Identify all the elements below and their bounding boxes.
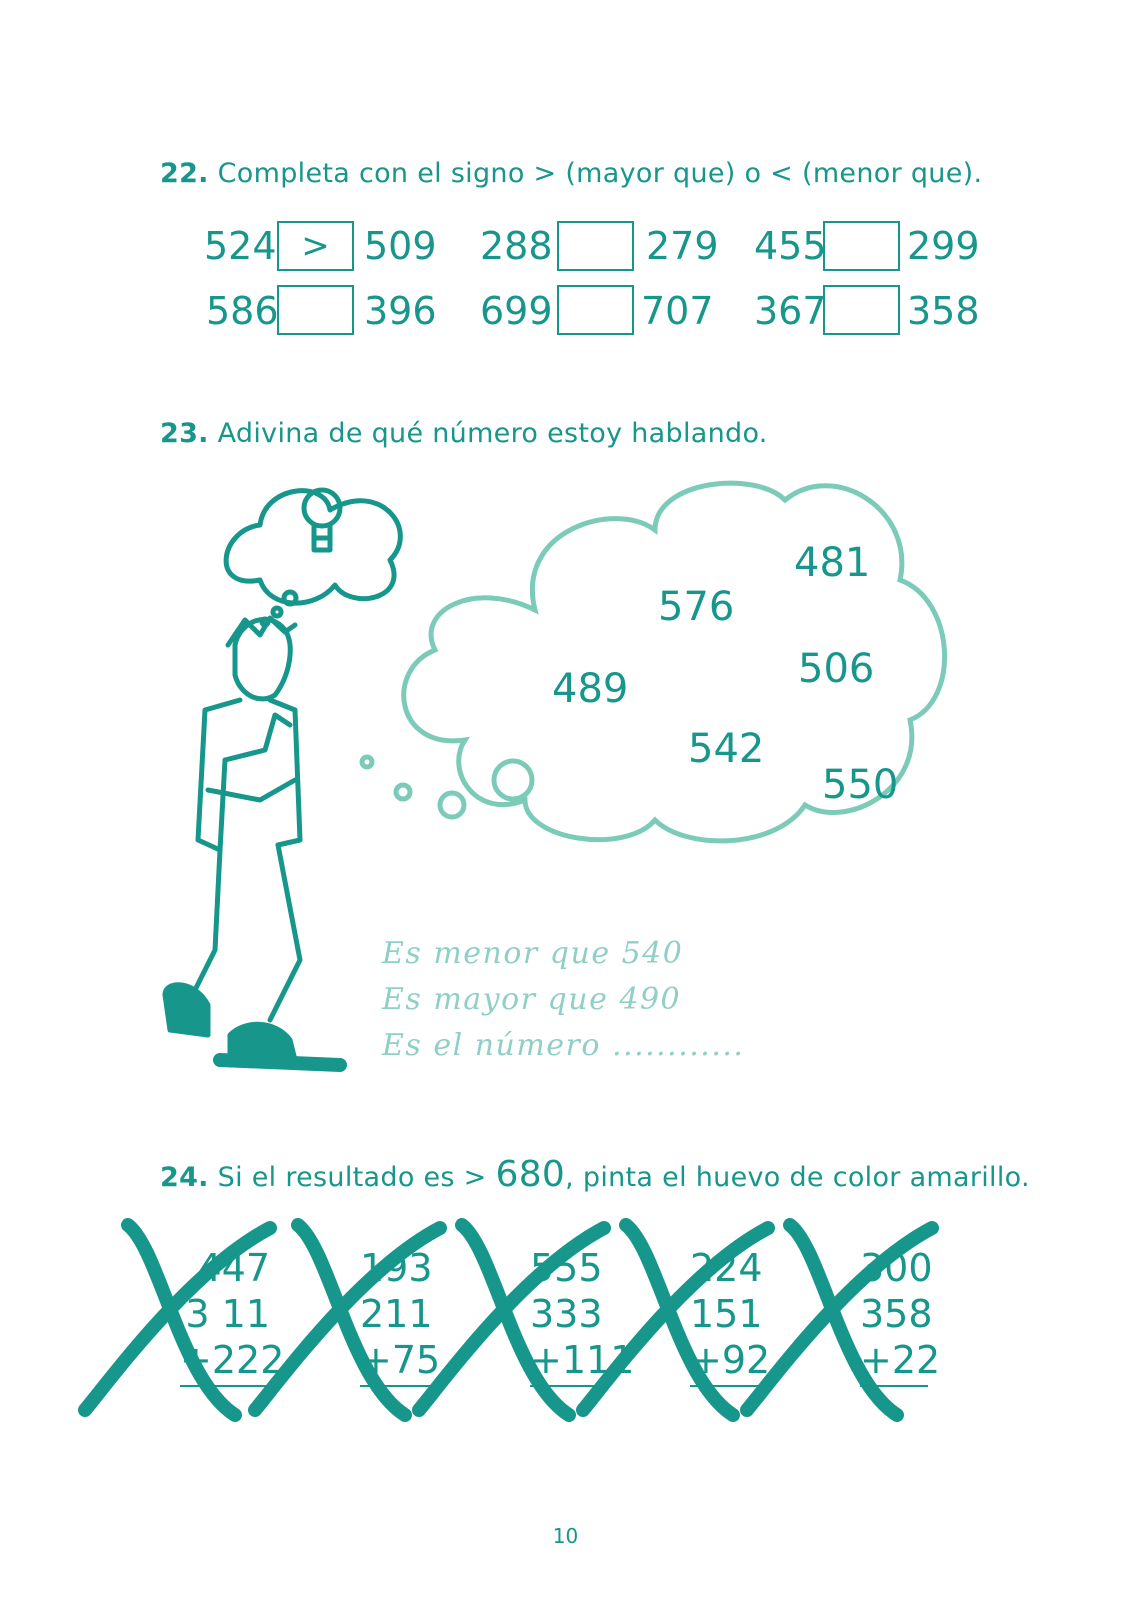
eggs-decoration: [70, 1210, 950, 1430]
sum-3-line-1: 555: [530, 1246, 603, 1290]
cloud-number-1: 481: [794, 540, 871, 586]
page-number: 10: [552, 1524, 579, 1548]
q24-text-after: , pinta el huevo de color amarillo.: [565, 1162, 1030, 1193]
q22-r1c3-a: 455: [754, 224, 827, 268]
q23-instruction: [160, 418, 768, 449]
clue-1: Es menor que 540: [382, 936, 684, 971]
q22-r1c3-sign-box[interactable]: [823, 221, 900, 271]
q24-instruction: [160, 1154, 1030, 1195]
q23-text: Adivina de qué número estoy hablando.: [217, 418, 768, 449]
sum-4-line-3: +92: [690, 1338, 771, 1382]
q22-r2c3-a: 367: [754, 289, 827, 333]
q22-r1c1-b: 509: [364, 224, 437, 268]
clue-2: Es mayor que 490: [382, 982, 682, 1017]
q22-r2c2-sign-box[interactable]: [557, 285, 634, 335]
sum-4-line-1: 224: [690, 1246, 763, 1290]
cloud-number-4: 489: [552, 666, 629, 712]
q23-number: 23.: [160, 418, 209, 449]
q22-r2c3-b: 358: [907, 289, 980, 333]
q22-r1c1-sign-box[interactable]: [277, 221, 354, 271]
q22-r1c2-a: 288: [480, 224, 553, 268]
q22-r1c1-a: 524: [204, 224, 277, 268]
q22-r2c2-a: 699: [480, 289, 553, 333]
q22-r2c2-b: 707: [641, 289, 714, 333]
q24-number: 24.: [160, 1162, 209, 1193]
sum-5-line-3: +22: [860, 1338, 941, 1382]
q22-r1c1-sign: >: [301, 226, 330, 266]
q22-r2c3-sign-box[interactable]: [823, 285, 900, 335]
q22-r1c2-b: 279: [646, 224, 719, 268]
sum-5-line-2: 358: [860, 1292, 933, 1336]
q22-r1c3-b: 299: [907, 224, 980, 268]
q22-r2c1-a: 586: [206, 289, 279, 333]
q22-r1c2-sign-box[interactable]: [557, 221, 634, 271]
q24-text-before: Si el resultado es >: [217, 1162, 487, 1193]
q22-r2c1-sign-box[interactable]: [277, 285, 354, 335]
sum-1-line-2: 3 11: [185, 1292, 270, 1336]
sum-2-line-2: 211: [360, 1292, 433, 1336]
q24-value: 680: [495, 1154, 566, 1195]
q22-number: 22.: [160, 158, 209, 189]
q22-r2c1-b: 396: [364, 289, 437, 333]
sum-3-line-3: +111: [530, 1338, 635, 1382]
sum-2-line-1: 193: [360, 1246, 433, 1290]
clue-3: Es el número ............: [382, 1028, 745, 1063]
q22-text: Completa con el signo > (mayor que) o < (menor que).: [217, 158, 983, 189]
sum-3-line-2: 333: [530, 1292, 603, 1336]
sum-1-line-1: 447: [197, 1246, 270, 1290]
sum-5-line-1: 300: [860, 1246, 933, 1290]
cloud-number-5: 542: [688, 726, 765, 772]
sum-2-line-3: +75: [360, 1338, 441, 1382]
cloud-number-2: 576: [658, 584, 735, 630]
sum-4-line-2: 151: [690, 1292, 763, 1336]
cloud-number-3: 506: [798, 646, 875, 692]
q22-instruction: [160, 158, 982, 189]
cloud-number-6: 550: [822, 762, 899, 808]
sum-1-line-3: +222: [180, 1338, 285, 1382]
